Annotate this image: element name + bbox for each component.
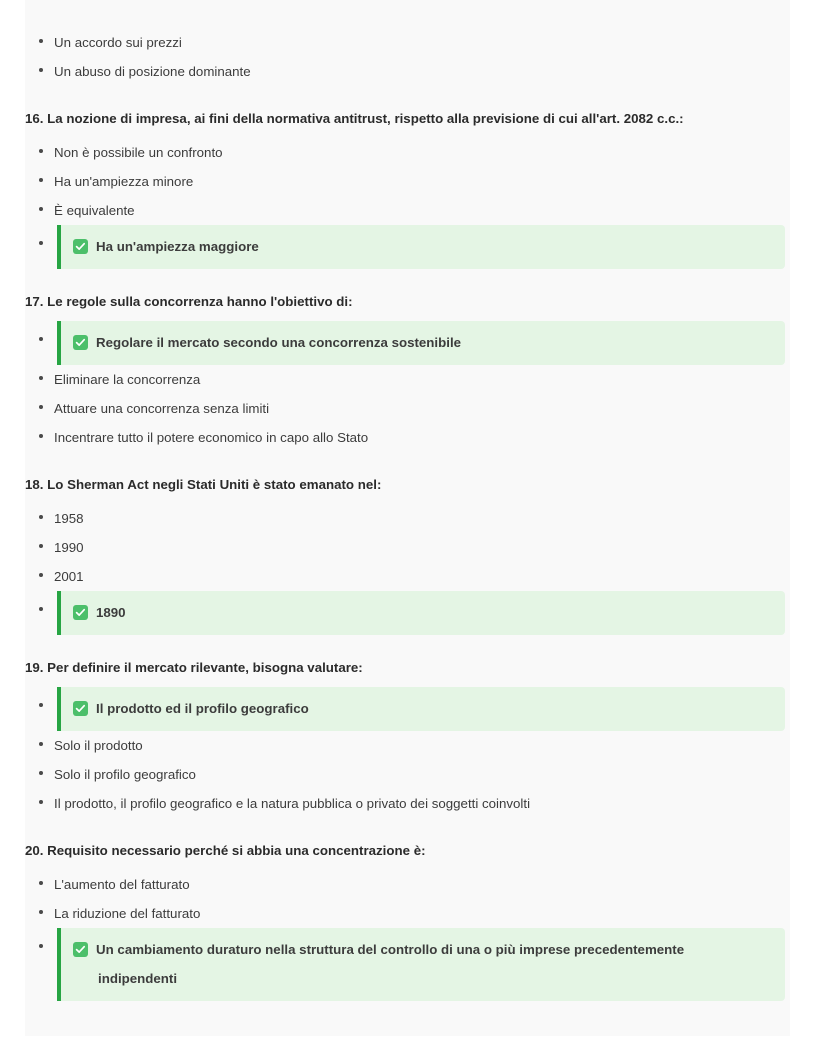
answer-option[interactable]: [25, 870, 790, 899]
list-bullet-icon: [39, 515, 43, 519]
list-bullet-icon: [39, 703, 43, 707]
list-bullet-icon: [39, 881, 43, 885]
list-bullet-icon: [39, 207, 43, 211]
answer-option-correct[interactable]: [25, 225, 790, 269]
list-bullet-icon: [39, 910, 43, 914]
question-heading: 20. Requisito necessario perché si abbia una concentrazione è:: [25, 843, 426, 858]
answer-option-label: È equivalente: [54, 203, 135, 218]
answer-list: [25, 312, 790, 452]
list-bullet-icon: [39, 800, 43, 804]
answer-option[interactable]: [25, 423, 790, 452]
answer-list: [25, 495, 790, 635]
answer-list: [25, 861, 790, 1001]
quiz-content: [25, 0, 790, 1021]
checkbox-checked-icon: [73, 701, 88, 716]
list-bullet-icon: [39, 944, 43, 948]
answer-option[interactable]: [25, 533, 790, 562]
answer-option-correct[interactable]: [25, 321, 790, 365]
question-block: [25, 635, 790, 818]
correct-answer-highlight: [57, 928, 785, 1001]
answer-list-partial: [25, 0, 790, 86]
list-bullet-icon: [39, 178, 43, 182]
answer-option-label: Un abuso di posizione dominante: [54, 64, 251, 79]
question-heading: 18. Lo Sherman Act negli Stati Uniti è stato emanato nel:: [25, 477, 382, 492]
question-heading: 17. Le regole sulla concorrenza hanno l'obiettivo di:: [25, 294, 353, 309]
answer-option[interactable]: [25, 394, 790, 423]
answer-option-label: La riduzione del fatturato: [54, 906, 201, 921]
correct-answer-highlight: [57, 687, 785, 731]
list-bullet-icon: [39, 573, 43, 577]
answer-option-label: L'aumento del fatturato: [54, 877, 190, 892]
question-heading: 16. La nozione di impresa, ai fini della normativa antitrust, rispetto alla previsione di cui all'art. 2082 c.c.:: [25, 111, 684, 126]
checkbox-checked-icon: [73, 942, 88, 957]
list-bullet-icon: [39, 337, 43, 341]
question-block: [25, 86, 790, 269]
list-bullet-icon: [39, 241, 43, 245]
answer-option[interactable]: [25, 760, 790, 789]
list-bullet-icon: [39, 376, 43, 380]
answer-option[interactable]: [25, 504, 790, 533]
answer-option-label: 1990: [54, 540, 84, 555]
list-bullet-icon: [39, 742, 43, 746]
answer-option-label: Il prodotto, il profilo geografico e la natura pubblica o privato dei soggetti coinvolti: [54, 796, 531, 811]
answer-option[interactable]: [25, 28, 790, 57]
answer-option-correct[interactable]: [25, 591, 790, 635]
correct-answer-highlight: [57, 591, 785, 635]
answer-option[interactable]: [25, 731, 790, 760]
answer-option-label: 1890: [73, 598, 775, 627]
question-block: [25, 269, 790, 452]
checkbox-checked-icon: [73, 239, 88, 254]
list-bullet-icon: [39, 544, 43, 548]
answer-option-label: Solo il profilo geografico: [54, 767, 196, 782]
answer-option[interactable]: [25, 789, 790, 818]
list-bullet-icon: [39, 771, 43, 775]
list-bullet-icon: [39, 68, 43, 72]
answer-option-label: Regolare il mercato secondo una concorrenza sostenibile: [73, 328, 775, 357]
question-heading: 19. Per definire il mercato rilevante, bisogna valutare:: [25, 660, 363, 675]
answer-option[interactable]: [25, 562, 790, 591]
list-bullet-icon: [39, 149, 43, 153]
answer-option-label: Un cambiamento duraturo nella struttura del controllo di una o più imprese precedentemente indipendenti: [73, 935, 775, 993]
answer-option-label: Eliminare la concorrenza: [54, 372, 201, 387]
answer-option[interactable]: [25, 138, 790, 167]
answer-option-label: Ha un'ampiezza minore: [54, 174, 194, 189]
list-bullet-icon: [39, 39, 43, 43]
answer-list: [25, 678, 790, 818]
answer-option-label: Il prodotto ed il profilo geografico: [73, 694, 775, 723]
checkbox-checked-icon: [73, 335, 88, 350]
bottom-spacer: [25, 1001, 790, 1021]
answer-option-label: Attuare una concorrenza senza limiti: [54, 401, 270, 416]
answer-option[interactable]: [25, 899, 790, 928]
answer-option-correct[interactable]: [25, 687, 790, 731]
answer-option[interactable]: [25, 57, 790, 86]
answer-option-label: Incentrare tutto il potere economico in capo allo Stato: [54, 430, 369, 445]
answer-option-label: 1958: [54, 511, 84, 526]
answer-option-label: Ha un'ampiezza maggiore: [73, 232, 775, 261]
list-bullet-icon: [39, 434, 43, 438]
answer-option-label: 2001: [54, 569, 84, 584]
quiz-page: [25, 0, 790, 1036]
answer-option-correct[interactable]: [25, 928, 790, 1001]
correct-answer-highlight: [57, 225, 785, 269]
correct-answer-highlight: [57, 321, 785, 365]
answer-option[interactable]: [25, 167, 790, 196]
answer-list: [25, 129, 790, 269]
list-bullet-icon: [39, 405, 43, 409]
answer-option-label: Non è possibile un confronto: [54, 145, 223, 160]
question-block: [25, 818, 790, 1001]
answer-option[interactable]: [25, 196, 790, 225]
list-bullet-icon: [39, 607, 43, 611]
answer-option[interactable]: [25, 365, 790, 394]
answer-option-label: Un accordo sui prezzi: [54, 35, 182, 50]
answer-option-label: Solo il prodotto: [54, 738, 143, 753]
checkbox-checked-icon: [73, 605, 88, 620]
question-block: [25, 452, 790, 635]
